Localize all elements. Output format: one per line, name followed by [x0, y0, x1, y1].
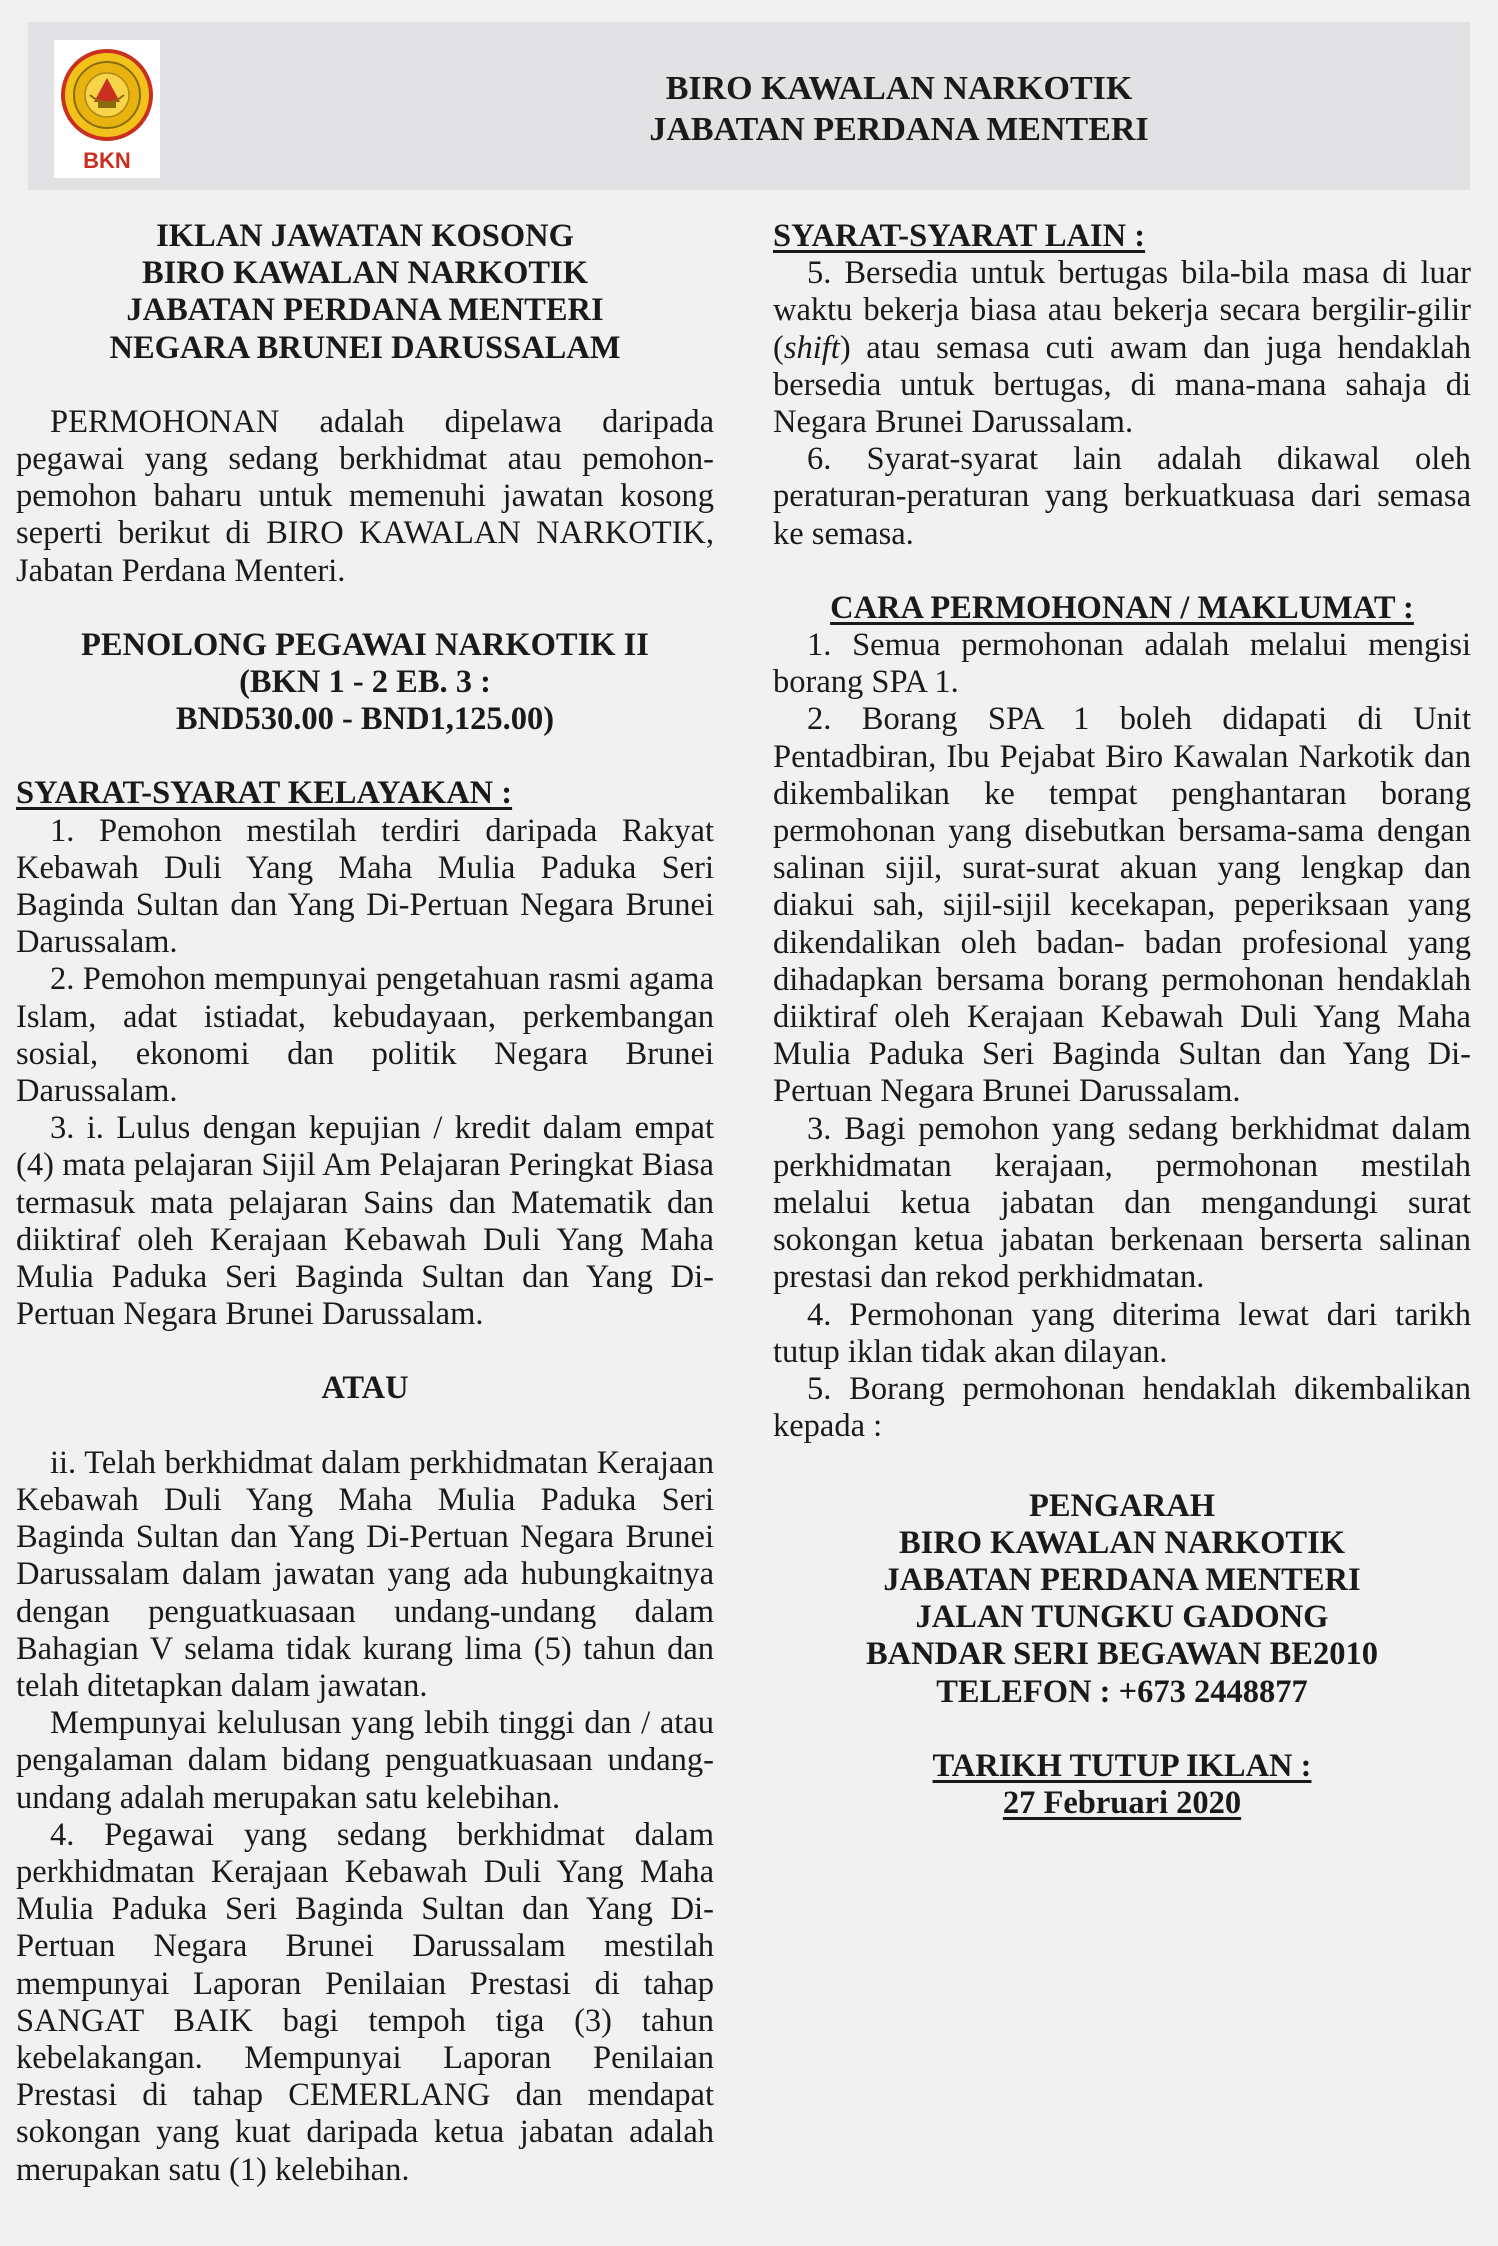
- return-address: [773, 1488, 1471, 1711]
- application-item-5: 5. Borang permohonan hendaklah dikembalikan kepada :: [773, 1371, 1471, 1445]
- eligibility-item-2: 2. Pemohon mempunyai pengetahuan rasmi agama Islam, adat istiadat, kebudayaan, perkembangan sosial, ekonomi dan politik Negara Brunei Darussalam.: [16, 961, 714, 1110]
- other-requirement-6: 6. Syarat-syarat lain adalah dikawal oleh peraturan-peraturan yang berkuatkuasa dari semasa ke semasa.: [773, 441, 1471, 552]
- bkn-logo: [54, 40, 160, 178]
- left-column: [16, 218, 714, 2213]
- application-item-4: 4. Permohonan yang diterima lewat dari tarikh tutup iklan tidak akan dilayan.: [773, 1296, 1471, 1370]
- svg-text:BKN: BKN: [83, 148, 131, 173]
- header-title-line-2: JABATAN PERDANA MENTERI: [649, 111, 1149, 148]
- header-title: [328, 68, 1470, 150]
- position-title-line-3: BND530.00 - BND1,125.00): [175, 701, 555, 738]
- application-heading: CARA PERMOHONAN / MAKLUMAT :: [830, 589, 1414, 626]
- other-requirement-5-text-a: 5. Bersedia untuk bertugas bila-bila masa di luar waktu bekerja biasa atau bekerja secara bergilir-gilir (: [773, 255, 1471, 366]
- atau-label: ATAU: [321, 1370, 409, 1407]
- application-item-2: 2. Borang SPA 1 boleh didapati di Unit Pentadbiran, Ibu Pejabat Biro Kawalan Narkotik dan dikembalikan ke tempat penghantaran borang permohonan yang disebutkan bersama-sama dengan salinan sijil, surat-surat akuan yang lengkap dan diakui sah, sijil-sijil kecekapan, peperiksaan yang dikendalikan oleh badan- badan profesional yang dihadapkan bersama borang permohonan hendaklah diiktiraf oleh Kerajaan Kebawah Duli Yang Maha Mulia Paduka Seri Baginda Sultan dan Yang Di-Pertuan Negara Brunei Darussalam.: [773, 701, 1471, 1110]
- other-requirements-heading: SYARAT-SYARAT LAIN :: [773, 218, 1146, 254]
- main-title: [16, 218, 714, 367]
- application-item-3: 3. Bagi pemohon yang sedang berkhidmat dalam perkhidmatan kerajaan, permohonan mestilah melalui ketua jabatan dan mengandungi surat sokongan ketua jabatan berkenaan berserta salinan prestasi dan rekod perkhidmatan.: [773, 1110, 1471, 1296]
- other-requirement-5-text-b: ) atau semasa cuti awam dan juga hendaklah bersedia untuk bertugas, di mana-mana sahaja di Negara Brunei Darussalam.: [773, 329, 1471, 441]
- main-title-line-3: JABATAN PERDANA MENTERI: [126, 292, 604, 329]
- eligibility-item-1: 1. Pemohon mestilah terdiri daripada Rakyat Kebawah Duli Yang Maha Mulia Paduka Seri Baginda Sultan dan Yang Di-Pertuan Negara Brunei Darussalam.: [16, 812, 714, 961]
- eligibility-heading: SYARAT-SYARAT KELAYAKAN :: [16, 775, 513, 812]
- main-title-line-1: IKLAN JAWATAN KOSONG: [156, 218, 574, 254]
- address-line-3: JABATAN PERDANA MENTERI: [883, 1561, 1361, 1598]
- position-title-line-1: PENOLONG PEGAWAI NARKOTIK II: [81, 626, 649, 663]
- right-column: [773, 218, 1471, 2213]
- eligibility-item-4: 4. Pegawai yang sedang berkhidmat dalam perkhidmatan Kerajaan Kebawah Duli Yang Maha Mulia Paduka Seri Baginda Sultan dan Yang Di-Pertuan Negara Brunei Darussalam mestilah mempunyai Laporan Penilaian Prestasi di tahap SANGAT BAIK bagi tempoh tiga (3) tahun kebelakangan. Mempunyai Laporan Penilaian Prestasi di tahap CEMERLANG dan mendapat sokongan yang kuat daripada ketua jabatan adalah merupakan satu (1) kelebihan.: [16, 1816, 714, 2188]
- other-requirement-5-shift: shift: [783, 329, 840, 366]
- position-title-line-2: (BKN 1 - 2 EB. 3 :: [239, 664, 491, 701]
- bkn-emblem-icon: [54, 40, 160, 178]
- eligibility-item-3ii: ii. Telah berkhidmat dalam perkhidmatan Kerajaan Kebawah Duli Yang Maha Mulia Paduka Seri Baginda Sultan dan Yang Di-Pertuan Negara Brunei Darussalam dalam jawatan yang ada hubungkaitnya dengan penguatkuasaan undang-undang dalam Bahagian V selama tidak kurang lima (5) tahun dan telah ditetapkan dalam jawatan.: [16, 1444, 714, 1704]
- header-title-line-1: BIRO KAWALAN NARKOTIK: [665, 70, 1133, 107]
- address-telephone: TELEFON : +673 2448877: [936, 1673, 1308, 1710]
- closing-date-value: 27 Februari 2020: [1002, 1784, 1242, 1821]
- main-title-line-4: NEGARA BRUNEI DARUSSALAM: [109, 329, 621, 366]
- eligibility-item-3i: 3. i. Lulus dengan kepujian / kredit dalam empat (4) mata pelajaran Sijil Am Pelajaran Peringkat Biasa termasuk mata pelajaran Sains dan Matematik dan diiktiraf oleh Kerajaan Kebawah Duli Yang Maha Mulia Paduka Seri Baginda Sultan dan Yang Di-Pertuan Negara Brunei Darussalam.: [16, 1110, 714, 1333]
- intro-paragraph: PERMOHONAN adalah dipelawa daripada pegawai yang sedang berkhidmat atau pemohon-pemohon baharu untuk memenuhi jawatan kosong seperti berikut di BIRO KAWALAN NARKOTIK, Jabatan Perdana Menteri.: [16, 403, 714, 589]
- position-title: [16, 627, 714, 739]
- other-requirement-5: [773, 255, 1471, 441]
- address-line-5: BANDAR SERI BEGAWAN BE2010: [866, 1636, 1378, 1673]
- closing-date-block: [773, 1748, 1471, 1822]
- eligibility-item-3ii-extra: Mempunyai kelulusan yang lebih tinggi dan / atau pengalaman dalam bidang penguatkuasaan undang-undang adalah merupakan satu kelebihan.: [16, 1705, 714, 1816]
- address-line-4: JALAN TUNGKU GADONG: [915, 1599, 1329, 1636]
- closing-date-label: TARIKH TUTUP IKLAN :: [932, 1747, 1312, 1784]
- header-banner: [28, 22, 1470, 190]
- address-line-1: PENGARAH: [1029, 1487, 1215, 1524]
- application-item-1: 1. Semua permohonan adalah melalui mengisi borang SPA 1.: [773, 627, 1471, 701]
- address-line-2: BIRO KAWALAN NARKOTIK: [898, 1524, 1346, 1561]
- main-title-line-2: BIRO KAWALAN NARKOTIK: [141, 255, 589, 292]
